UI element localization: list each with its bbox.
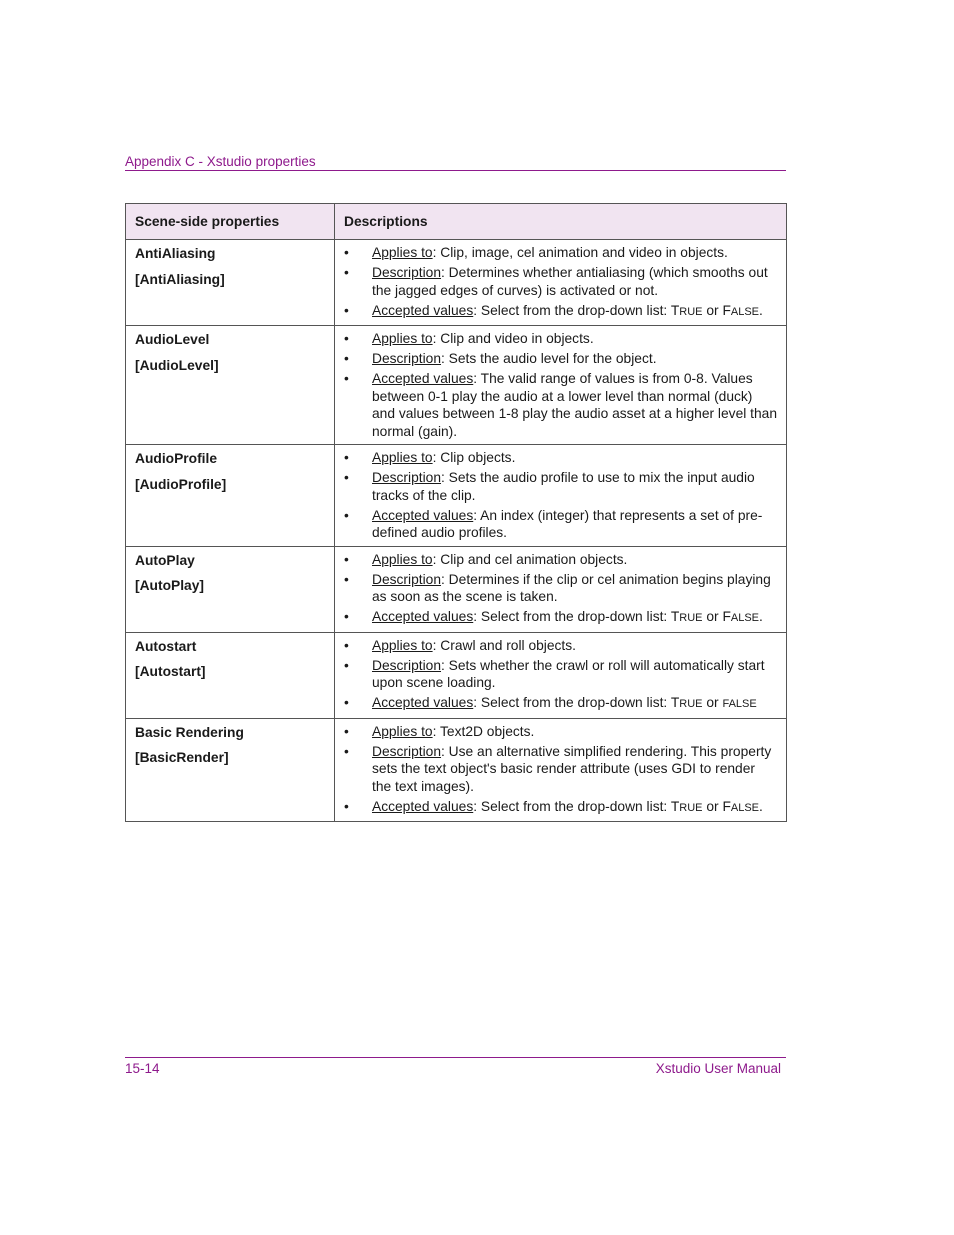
table-row [126,240,787,326]
item-text: : Clip and cel animation objects. [432,551,628,567]
description-item [344,798,777,818]
description-item [344,637,777,655]
table-row [126,718,787,822]
value-true-rest: RUE [679,801,703,814]
item-term: Accepted values [372,695,474,710]
bullet-mark: • [344,450,349,465]
description-cell [335,546,787,632]
description-item [344,743,777,796]
item-term: Accepted values [372,371,474,386]
item-text: : Sets the audio level for the object. [441,351,657,366]
column-header-descriptions: Descriptions [335,204,787,240]
description-item [344,469,777,504]
value-false-initial: F [722,302,731,318]
item-term: Description [372,571,442,587]
item-term: Description [372,657,442,673]
item-term: Applies to [372,637,433,653]
table-row [126,326,787,445]
item-text: : Clip, image, cel animation and video in objects. [432,245,728,260]
value-true-initial: T [670,302,680,318]
property-cell [126,240,335,326]
description-cell [335,240,787,326]
bullet-mark: • [344,265,349,280]
description-cell [335,718,787,822]
description-item [344,551,777,569]
table-body [126,240,787,822]
value-or: or [702,609,723,624]
description-item [344,449,777,467]
property-name: Autostart [135,638,197,654]
property-cell [126,326,335,445]
item-term: Applies to [372,723,433,739]
value-true-initial: T [670,695,680,710]
property-key: [AutoPlay] [135,578,204,593]
running-footer [125,1057,786,1076]
bullet-mark: • [344,571,349,587]
description-item [344,244,777,262]
item-term: Applies to [372,245,433,260]
property-key: [Autostart] [135,664,206,679]
description-cell [335,445,787,547]
bullet-mark: • [344,798,349,814]
item-text: : Select from the drop-down list: [473,695,671,710]
bullet-mark: • [344,507,349,523]
description-list [344,637,777,714]
description-item [344,608,777,628]
value-false-rest: ALSE [730,801,760,814]
property-name: AudioProfile [135,451,218,466]
description-list [344,244,777,321]
value-or: or [702,302,723,318]
value-true-initial: T [670,798,680,814]
item-text: : Determines whether antialiasing (which smooths out the jagged edges of curves) is activated or not. [372,265,768,298]
description-list [344,723,777,818]
description-item [344,302,777,322]
description-item [344,694,777,714]
item-term: Description [372,470,442,485]
table-row [126,546,787,632]
value-false-rest: ALSE [730,305,760,318]
description-list [344,330,777,440]
description-item [344,370,777,440]
description-item [344,350,777,368]
item-term: Description [372,265,442,280]
property-cell [126,632,335,718]
value-end: . [759,798,763,814]
bullet-mark: • [344,371,349,386]
item-text: : Select from the drop-down list: [473,302,671,318]
bullet-mark: • [344,609,349,624]
item-text: : Crawl and roll objects. [432,637,576,653]
value-end: . [759,302,763,318]
item-term: Applies to [372,551,433,567]
description-item [344,264,777,299]
property-cell [126,546,335,632]
description-item [344,723,777,741]
item-text: : Use an alternative simplified rendering. This property sets the text object's basic render attribute (uses GDI to render the text images). [372,743,772,794]
property-name: AutoPlay [135,552,195,568]
page-number: 15-14 [125,1061,160,1076]
bullet-mark: • [344,743,349,759]
item-text: : The valid range of values is from 0-8. Values between 0-1 play the audio at a lower level than normal (duck) and values between 1-8 play the audio asset at a higher level than normal (gain). [372,371,777,439]
bullet-mark: • [344,637,349,653]
property-name: AntiAliasing [135,246,216,261]
value-false-initial: F [722,609,731,624]
item-term: Applies to [372,450,433,465]
manual-title: Xstudio User Manual [655,1061,781,1076]
item-text: : Clip objects. [432,450,516,465]
item-term: Description [372,743,442,759]
column-header-properties: Scene-side properties [126,204,335,240]
property-key: [AudioProfile] [135,476,227,492]
property-key: [AntiAliasing] [135,271,225,287]
item-term: Accepted values [372,507,474,523]
table-header-row [126,204,787,240]
item-text: : Determines if the clip or cel animation begins playing as soon as the scene is taken. [372,571,771,604]
bullet-mark: • [344,331,349,346]
bullet-mark: • [344,657,349,673]
table-row [126,445,787,547]
value-false-rest: FALSE [722,698,757,710]
property-key: [BasicRender] [135,750,229,765]
item-term: Accepted values [372,302,474,318]
bullet-mark: • [344,551,349,567]
property-key: [AudioLevel] [135,357,219,373]
item-text: : Clip and video in objects. [432,331,594,346]
bullet-mark: • [344,695,349,710]
value-true-initial: T [670,609,680,624]
running-header: Appendix C - Xstudio properties [125,154,786,171]
bullet-mark: • [344,351,349,366]
bullet-mark: • [344,245,349,260]
bullet-mark: • [344,302,349,318]
item-text: : Sets the audio profile to use to mix the input audio tracks of the clip. [372,470,755,503]
description-item [344,330,777,348]
item-text: : Sets whether the crawl or roll will automatically start upon scene loading. [372,657,765,690]
item-term: Accepted values [372,798,474,814]
value-true-rest: RUE [679,698,703,710]
item-term: Description [372,351,442,366]
description-item [344,657,777,692]
value-end: . [759,609,763,624]
item-text: : An index (integer) that represents a set of pre-defined audio profiles. [372,507,763,540]
table-row [126,632,787,718]
properties-table [125,203,787,822]
property-cell [126,445,335,547]
value-or: or [702,695,723,710]
property-cell [126,718,335,822]
value-true-rest: RUE [679,305,703,318]
description-item [344,507,777,542]
description-cell [335,326,787,445]
description-list [344,449,777,542]
value-false-initial: F [722,798,731,814]
item-text: : Select from the drop-down list: [473,609,671,624]
item-term: Accepted values [372,609,474,624]
value-false-rest: ALSE [730,612,760,624]
description-cell [335,632,787,718]
bullet-mark: • [344,470,349,485]
description-list [344,551,777,628]
value-or: or [702,798,723,814]
bullet-mark: • [344,723,349,739]
item-text: : Select from the drop-down list: [473,798,671,814]
item-text: : Text2D objects. [432,723,535,739]
item-term: Applies to [372,331,433,346]
property-name: AudioLevel [135,332,210,347]
property-name: Basic Rendering [135,724,244,740]
description-item [344,571,777,606]
value-true-rest: RUE [679,612,703,624]
